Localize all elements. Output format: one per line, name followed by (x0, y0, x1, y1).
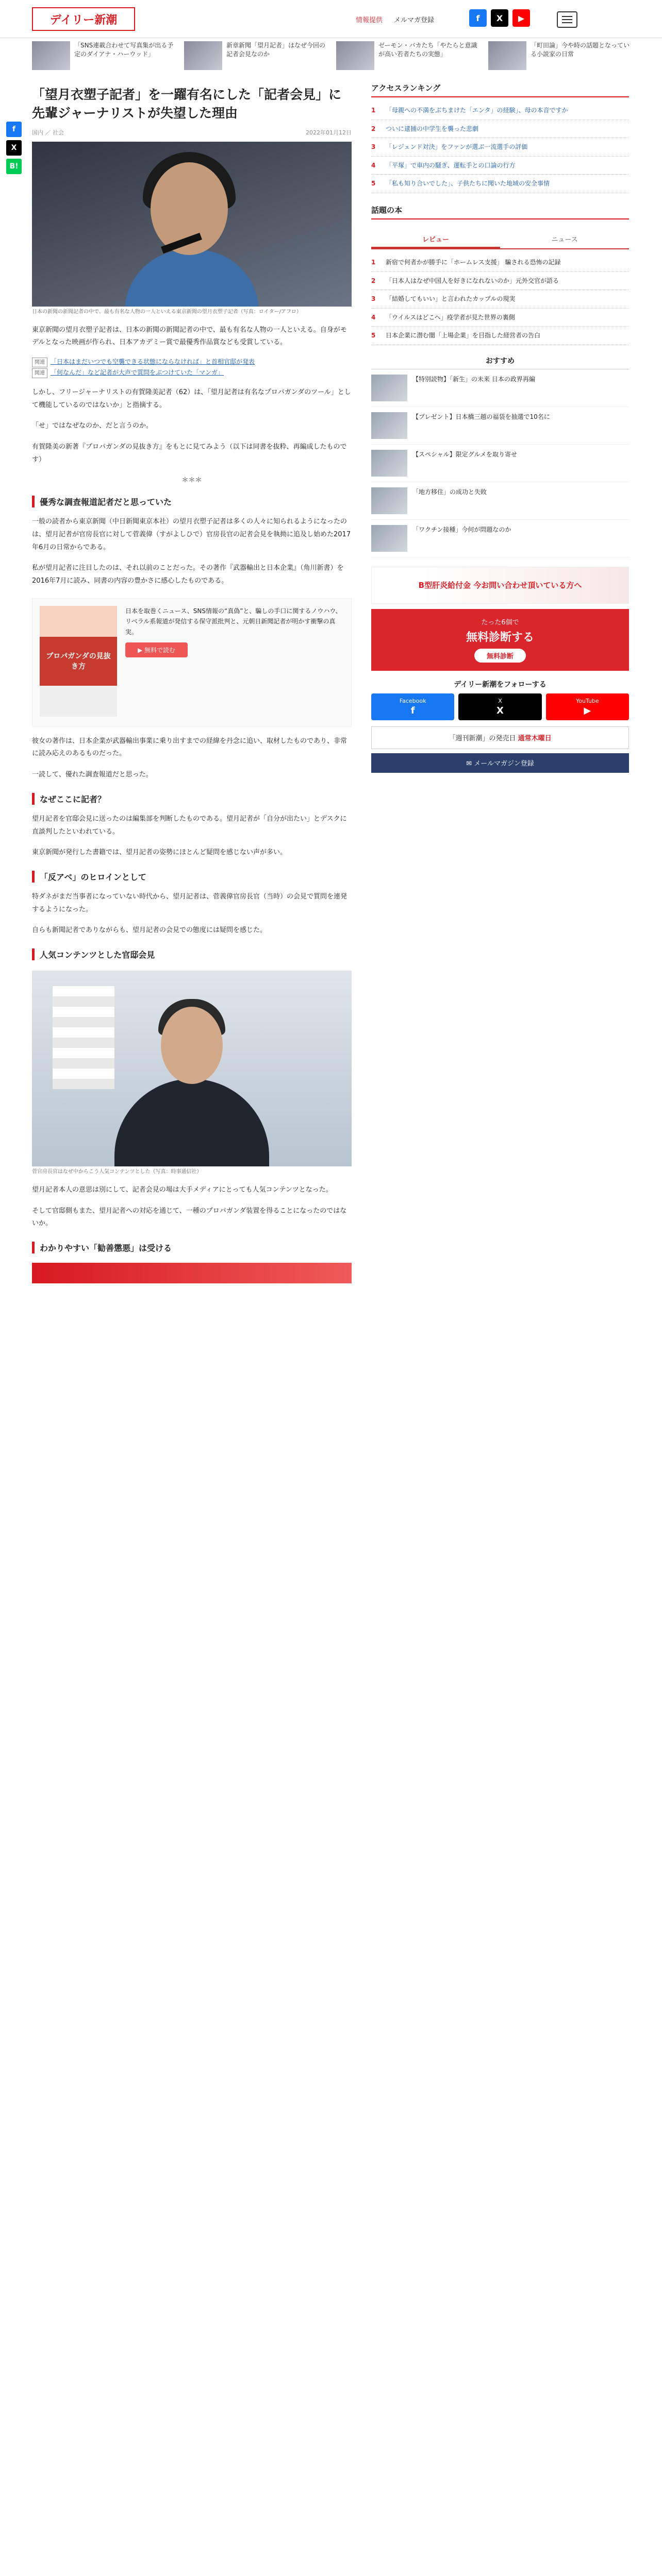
ad-banner[interactable]: B型肝炎給付金 今お問い合わせ頂いている方へ (371, 567, 629, 604)
article-meta (32, 128, 352, 137)
recommend-card[interactable]: 【特別読物】「新生」の未来 日本の政界再編 (371, 369, 629, 407)
article (32, 82, 352, 1283)
related-links: 関連 「日本はまだいつでも空襲できる状態にならなければ」と首相官邸が発表 関連 「何なんだ」など記者が大声で質問をぶつけていた「マンガ」 (32, 357, 352, 378)
photo-caption: 菅官房長官はなぜ中からこう人気コンテンツとした（写真：時事通信社） (32, 1168, 202, 1175)
hero-image (32, 142, 352, 307)
facebook-icon: f (410, 705, 415, 716)
recommend-card[interactable]: 【プレゼント】日本橋三越の福袋を抽選で10名に (371, 407, 629, 445)
book-description: 日本を取巻くニュース、SNS情報の“真偽”と、騙しの手口に関するノウハウ、リベラル系報道が発信する保守派批判と、元朝日新聞記者が明かす衝撃の真実。 (125, 607, 342, 636)
paragraph: 有賀隆美の新著『プロパガンダの見抜き方』をもとに見てみよう（以下は同書を抜粋、再編成したものです） (32, 443, 347, 464)
paragraph: 私が望月記者に注目したのは、それ以前のことだった。その著作『武器輸出と日本企業』（角川新書）を2016年7月に読み、同書の内容の豊かさに感心したものである。 (32, 564, 344, 585)
recommend-card[interactable]: 「地方移住」の成功と失敗 (371, 482, 629, 520)
list-item[interactable]: 1 新宿で何者かが勝手に「ホームレス支援」 騙される恐怖の記録 (371, 253, 629, 272)
paragraph: しかし、フリージャーナリストの有賀隆美記者（62）は、「望月記者は有名なプロパガンダのツール」として機能しているのではないか」と指摘する。 (32, 388, 351, 409)
paragraph: 望月記者本人の意思は別にして、記者会見の場は大手メディアにとっても人気コンテンツとなった。 (32, 1185, 333, 1194)
paragraph: そして官邸側もまた、望月記者への対応を通じて、一種のプロパガンダ装置を得ることになったのではないか。 (32, 1207, 347, 1228)
x-icon[interactable]: X (491, 9, 508, 27)
site-header (0, 0, 662, 38)
x-share-icon[interactable]: X (6, 140, 22, 156)
ad-banner[interactable]: たった6個で 無料診断する 無料診断 (371, 609, 629, 671)
facebook-share-icon[interactable]: f (6, 122, 22, 137)
header-social (469, 9, 530, 27)
magazine-info[interactable]: 「週刊新潮」の発売日 通常木曜日 (371, 726, 629, 749)
info-link[interactable]: 情報提供 (356, 16, 383, 24)
paragraph: 自らも新聞記者でありながらも、望月記者の会見での態度には疑問を感じた。 (32, 926, 267, 935)
list-item[interactable]: 3 「結婚してもいい」と言われたカップルの現実 (371, 290, 629, 309)
article-category[interactable]: 国内 ／ 社会 (32, 129, 64, 136)
top-strip-item[interactable]: 「SNS連載合わせて写真集が出る予定のダイアナ・ハーウッド」 (32, 41, 174, 75)
article-title: 「望月衣塑子記者」を一躍有名にした「記者会見」に先輩ジャーナリストが失望した理由 (32, 87, 342, 121)
list-item[interactable]: 5 日本企業に潜む闇「上場企業」を目指した経営者の告白 (371, 327, 629, 345)
article-photo (32, 1263, 352, 1283)
top-strip (32, 41, 630, 75)
recommend-card[interactable]: 【スペシャル】限定グルメを取り寄せ (371, 445, 629, 482)
ranking-item[interactable]: 3 「レジェンド対決」をファンが選ぶ一流選手の評価 (371, 138, 629, 157)
list-item[interactable]: 4 「ウイルスはどこへ」疫学者が見た世界の裏側 (371, 309, 629, 327)
tab-news[interactable]: ニュース (551, 235, 578, 244)
thumb (371, 412, 407, 439)
ranking-item[interactable]: 4 「平塚」で車内の騒ぎ、運転手との口論の行方 (371, 157, 629, 175)
youtube-icon[interactable]: ▶ (512, 9, 530, 27)
paragraph: 「せ」ではなぜなのか、だと言うのか。 (32, 422, 153, 430)
facebook-icon[interactable]: f (469, 9, 487, 27)
follow-heading: デイリー新潮をフォローする (454, 680, 547, 689)
hatena-share-icon[interactable]: B! (6, 159, 22, 174)
book-ad[interactable] (32, 598, 352, 727)
ranking-item[interactable]: 5 「私も知り合いでした」、子供たちに聞いた地域の安全事情 (371, 175, 629, 193)
top-strip-item[interactable]: ゼーモン・バカたち「やたらと意識が高い若者たちの実態」 (336, 41, 478, 75)
x-icon: X (496, 705, 504, 716)
thumb (32, 41, 70, 70)
share-rail (6, 122, 22, 174)
related-link[interactable]: 「何なんだ」など記者が大声で質問をぶつけていた「マンガ」 (51, 368, 224, 376)
youtube-follow[interactable]: YouTube ▶ (546, 693, 629, 720)
site-logo[interactable]: デイリー新潮 (32, 7, 135, 31)
thumb (184, 41, 222, 70)
thumb (371, 450, 407, 477)
top-strip-item[interactable]: 新章新聞「望月記者」はなぜ今回の記者会見なのか (184, 41, 326, 75)
books-heading: 話題の本 (371, 205, 629, 219)
section-heading: なぜここに記者？ (32, 793, 352, 805)
paragraph: 一読して、優れた調査報道だと思った。 (32, 771, 153, 779)
follow-row (371, 693, 629, 720)
section-heading: 「反アベ」のヒロインとして (32, 871, 352, 883)
newsletter-button[interactable]: ✉ メールマガジン登録 (371, 753, 629, 773)
top-strip-item[interactable]: 「町田論」今や時の話題となっている小説家の日常 (488, 41, 630, 75)
thumb (371, 375, 407, 401)
books-list (371, 253, 629, 345)
books-tabs (371, 231, 629, 249)
paragraph: 特ダネがまだ当事者になっていない時代から、望月記者は、菅義偉官房長官（当時）の会見で質問を連発するようになった。 (32, 892, 347, 913)
list-item[interactable]: 2 「日本人はなぜ中国人を好きになれないのか」元外交官が語る (371, 272, 629, 291)
header-links (356, 14, 434, 24)
recommend-card[interactable]: 「ワクチン接種」今何が問題なのか (371, 520, 629, 557)
sidebar (371, 82, 629, 773)
book-buy-button[interactable]: ▶ 無料で読む (125, 642, 188, 657)
ranking-item[interactable]: 1 「母親への不満をぶちまけた「エンタ」の経験」、母の本音ですか (371, 101, 629, 120)
section-heading: 優秀な調査報道記者だと思っていた (32, 496, 352, 507)
paragraph: 東京新聞が発行した書籍では、望月記者の姿勢にほとんど疑問を感じない声が多い。 (32, 849, 287, 857)
youtube-icon: ▶ (584, 705, 591, 716)
facebook-follow[interactable]: Facebook f (371, 693, 454, 720)
related-link[interactable]: 「日本はまだいつでも空襲できる状態にならなければ」と首相官邸が発表 (51, 358, 255, 365)
hero-caption: 日本の新聞の新聞記者の中で、最も有名な人物の一人といえる東京新聞の望月衣塑子記者（写真：ロイター/アフロ） (32, 309, 302, 315)
menu-icon[interactable] (557, 11, 577, 28)
separator: ＊＊＊ (181, 477, 202, 485)
paragraph: 一般の読者から東京新聞（中日新聞東京本社）の望月衣塑子記者は多くの人々に知られるようになったのは、望月記者が官房長官に対して菅義偉（すがよしひで）官房長官の記者会見を執拗に追及し始めた2017年6月の日常からである。 (32, 518, 351, 551)
paragraph: 彼女の著作は、日本企業が武器輸出事業に乗り出すまでの経緯を丹念に追い、取材したものであり、非常に読み応えのあるものだった。 (32, 737, 347, 758)
ad-button[interactable]: 無料診断 (474, 649, 526, 663)
section-heading: 人気コンテンツとした官邸会見 (32, 948, 352, 960)
thumb (371, 525, 407, 552)
article-date: 2022年01月12日 (306, 129, 352, 136)
x-follow[interactable]: X X (458, 693, 541, 720)
article-photo (32, 971, 352, 1166)
recommend-heading: おすすめ (371, 355, 629, 369)
tab-review[interactable]: レビュー (371, 231, 500, 248)
newsletter-link[interactable]: メルマガ登録 (394, 16, 435, 24)
paragraph: 望月記者を官邸会見に送ったのは編集部を判断したものである。望月記者が「自分が出たい」とデスクに直談判したといわれている。 (32, 815, 347, 836)
thumb (488, 41, 526, 70)
section-heading: わかりやすい「勧善懲悪」は受ける (32, 1242, 352, 1253)
ranking-item[interactable]: 2 ついに逮捕の中学生を襲った悲劇 (371, 120, 629, 139)
ranking-list (371, 101, 629, 193)
thumb (336, 41, 374, 70)
book-cover: プロパガンダの見抜き方 (40, 606, 117, 717)
paragraph: 東京新聞の望月衣塑子記者は、日本の新聞の新聞記者の中で、最も有名な人物の一人といえる。自身がモデルとなった映画が作られ、日本アカデミー賞で最優秀作品賞なども受賞している。 (32, 326, 347, 347)
thumb (371, 487, 407, 514)
ranking-heading: アクセスランキング (371, 82, 629, 97)
